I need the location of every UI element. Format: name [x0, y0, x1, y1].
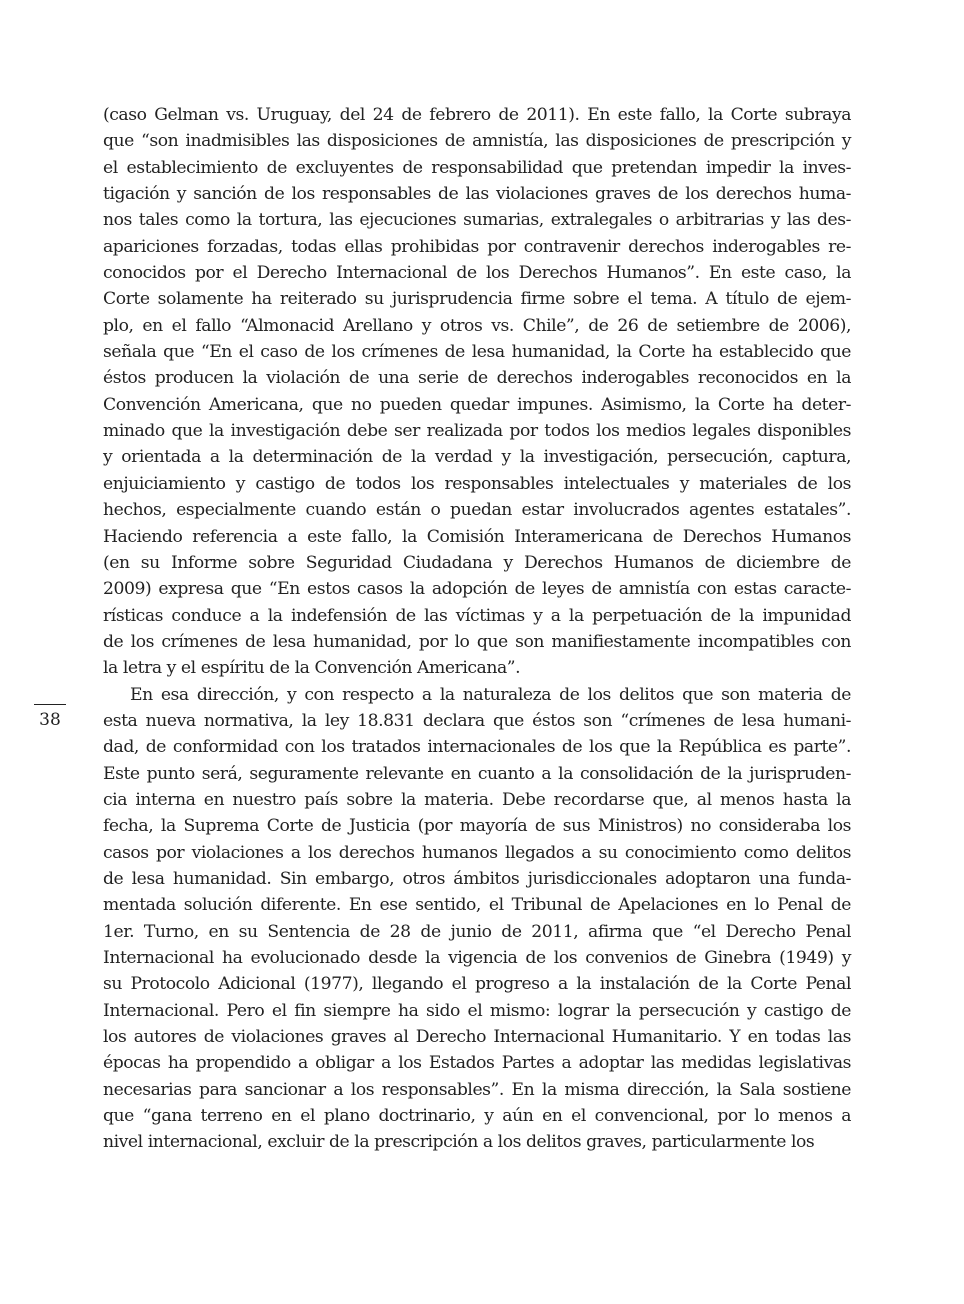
text-line: necesarias para sancionar a los responsables”. En la misma dirección, la Sala sostiene [103, 1079, 851, 1100]
text-line: fecha, la Suprema Corte de Justicia (por mayoría de sus Ministros) no consideraba los [103, 816, 851, 837]
page-number: 38 [39, 710, 61, 730]
text-line: los autores de violaciones graves al Derecho Internacional Humanitario. Y en todas las [103, 1027, 851, 1048]
text-line: Internacional. Pero el fin siempre ha sido el mismo: lograr la persecución y castigo de [103, 1000, 851, 1021]
text-line: el establecimiento de excluyentes de responsabilidad que pretendan impedir la inves- [103, 157, 851, 178]
text-line: que “gana terreno en el plano doctrinario, y aún en el convencional, por lo menos a [103, 1106, 851, 1127]
text-line: señala que “En el caso de los crímenes de lesa humanidad, la Corte ha establecido que [103, 342, 851, 363]
page-number-rule [34, 704, 66, 705]
text-line: hechos, especialmente cuando están o puedan estar involucrados agentes estatales”. [103, 500, 851, 521]
text-line: nivel internacional, excluir de la prescripción a los delitos graves, particularmente los [103, 1132, 815, 1153]
text-line: tigación y sanción de los responsables de las violaciones graves de los derechos huma- [103, 184, 851, 205]
text-line: plo, en el fallo “Almonacid Arellano y otros vs. Chile”, de 26 de setiembre de 2006), [103, 315, 851, 336]
text-line: nos tales como la tortura, las ejecuciones sumarias, extralegales o arbitrarias y las des- [103, 210, 851, 231]
text-line: Internacional ha evolucionado desde la vigencia de los convenios de Ginebra (1949) y [103, 948, 851, 968]
text-line: dad, de conformidad con los tratados internacionales de los que la República es parte”. [103, 737, 851, 758]
text-line: la letra y el espíritu de la Convención Americana”. [103, 658, 521, 679]
text-line: rísticas conduce a la indefensión de las víctimas y a la perpetuación de la impunidad [103, 605, 851, 626]
text-line: éstos producen la violación de una serie de derechos inderogables reconocidos en la [103, 368, 851, 389]
text-line: y orientada a la determinación de la verdad y la investigación, persecución, captura, [103, 447, 851, 468]
paragraph [103, 102, 851, 682]
text-line: casos por violaciones a los derechos humanos llegados a su conocimiento como delitos [103, 842, 851, 863]
text-line: épocas ha propendido a obligar a los Estados Partes a adoptar las medidas legislativas [103, 1053, 851, 1074]
text-line: apariciones forzadas, todas ellas prohibidas por contravenir derechos inderogables re- [103, 236, 851, 257]
text-line: En esa dirección, y con respecto a la naturaleza de los delitos que son materia de [130, 684, 851, 705]
text-line: (caso Gelman vs. Uruguay, del 24 de febrero de 2011). En este fallo, la Corte subraya [103, 105, 851, 125]
text-line: conocidos por el Derecho Internacional de los Derechos Humanos”. En este caso, la [103, 263, 851, 284]
text-line: de lesa humanidad. Sin embargo, otros ámbitos jurisdiccionales adoptaron una funda- [103, 868, 851, 889]
text-line: que “son inadmisibles las disposiciones de amnistía, las disposiciones de prescripción y [103, 131, 851, 152]
text-line: Este punto será, seguramente relevante en cuanto a la consolidación de la jurispruden- [103, 763, 851, 784]
text-line: minado que la investigación debe ser realizada por todos los medios legales disponibles [103, 421, 851, 442]
text-line: 1er. Turno, en su Sentencia de 28 de junio de 2011, afirma que “el Derecho Penal [103, 921, 851, 942]
text-line: esta nueva normativa, la ley 18.831 declara que éstos son “crímenes de lesa humani- [103, 710, 851, 731]
text-line: enjuiciamiento y castigo de todos los responsables intelectuales y materiales de los [103, 473, 851, 494]
text-line: (en su Informe sobre Seguridad Ciudadana y Derechos Humanos de diciembre de [103, 552, 851, 573]
text-line: Corte solamente ha reiterado su jurisprudencia firme sobre el tema. A título de ejem- [103, 289, 851, 310]
text-line: de los crímenes de lesa humanidad, por lo que son manifiestamente incompatibles con [103, 631, 851, 652]
paragraph [103, 682, 851, 1156]
text-line: Haciendo referencia a este fallo, la Comisión Interamericana de Derechos Humanos [103, 526, 851, 547]
body-text [103, 102, 851, 1156]
text-line: Convención Americana, que no pueden quedar impunes. Asimismo, la Corte ha deter- [103, 394, 851, 415]
text-line: mentada solución diferente. En ese sentido, el Tribunal de Apelaciones en lo Penal de [103, 895, 851, 916]
text-line: cia interna en nuestro país sobre la materia. Debe recordarse que, al menos hasta la [103, 789, 851, 810]
text-line: su Protocolo Adicional (1977), llegando el progreso a la instalación de la Corte Penal [103, 974, 851, 995]
text-line: 2009) expresa que “En estos casos la adopción de leyes de amnistía con estas caracte- [103, 579, 851, 600]
